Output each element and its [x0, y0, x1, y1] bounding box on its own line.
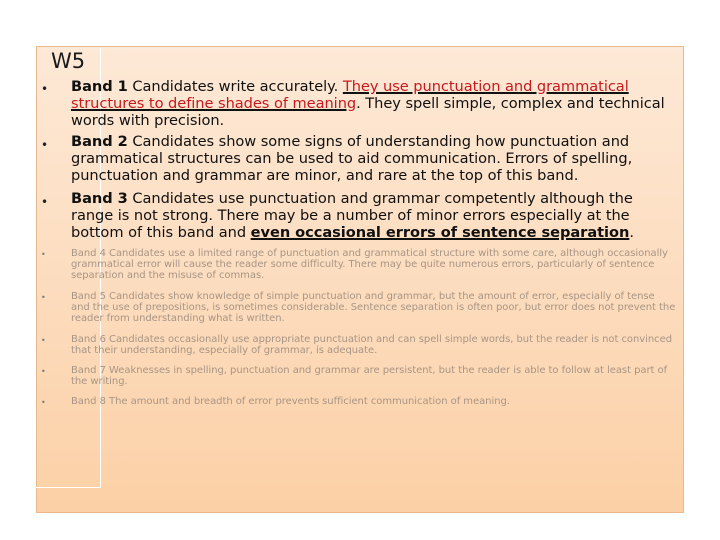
band-5-item: Band 5 Candidates show knowledge of simple punctuation and grammar, but the amount of error, especially of tense and the use of prepositions, is sometimes considerable. Sentence separation is often poor, but error does not prevent the reader from understanding what is written.: [71, 291, 676, 325]
slide-title: W5: [51, 49, 86, 73]
band-1-text-a: Candidates write accurately.: [127, 78, 343, 95]
band-2-item: [71, 134, 676, 184]
band-2-text: Candidates show some signs of understanding how punctuation and grammatical structures can be used to aid communication. Errors of spelling, punctuation and grammar are minor, and rare at the top of this band.: [71, 133, 633, 184]
band-1-highlight: They use punctuation and grammatical structures to define shades of meaning: [71, 78, 629, 112]
band-3-text-b: .: [629, 223, 634, 241]
band-3-label: Band 3: [71, 190, 128, 207]
bullet-band-5: •: [41, 293, 46, 302]
bullet-band-8: •: [41, 398, 46, 407]
corner-line-horizontal: [36, 487, 101, 488]
bullet-band-4: •: [41, 250, 46, 259]
band-3-text-a: Candidates use punctuation and grammar competently although the range is not strong. There may be a number of minor errors especially at the bottom of this band and: [71, 190, 633, 241]
band-3-item: [71, 191, 676, 241]
band-1-text-b: . They spell simple, complex and technical words with precision.: [71, 94, 665, 129]
bullet-band-3: •: [41, 195, 49, 209]
band-3-emphasis: even occasional errors of sentence separation: [250, 223, 630, 241]
bullet-band-7: •: [41, 367, 46, 376]
bullet-band-1: •: [41, 82, 49, 96]
band-4-item: Band 4 Candidates use a limited range of punctuation and grammatical structure with some care, although occasionally grammatical error will cause the reader some difficulty. There may be quite numerous errors, particularly of sentence separation and the misuse of commas.: [71, 248, 668, 282]
band-6-item: Band 6 Candidates occasionally use appropriate punctuation and can spell simple words, but the reader is not convinced that their understanding, especially of grammar, is adequate.: [71, 334, 673, 357]
band-7-item: Band 7 Weaknesses in spelling, punctuation and grammar are persistent, but the reader is able to follow at least part of the writing.: [71, 365, 668, 388]
bullet-band-2: •: [41, 138, 49, 152]
bullet-band-6: •: [41, 336, 46, 345]
band-8-item: Band 8 The amount and breadth of error prevents sufficient communication of meaning.: [71, 396, 510, 407]
band-1-label: Band 1: [71, 78, 128, 95]
band-1-item: [71, 79, 676, 129]
band-2-label: Band 2: [71, 133, 128, 150]
